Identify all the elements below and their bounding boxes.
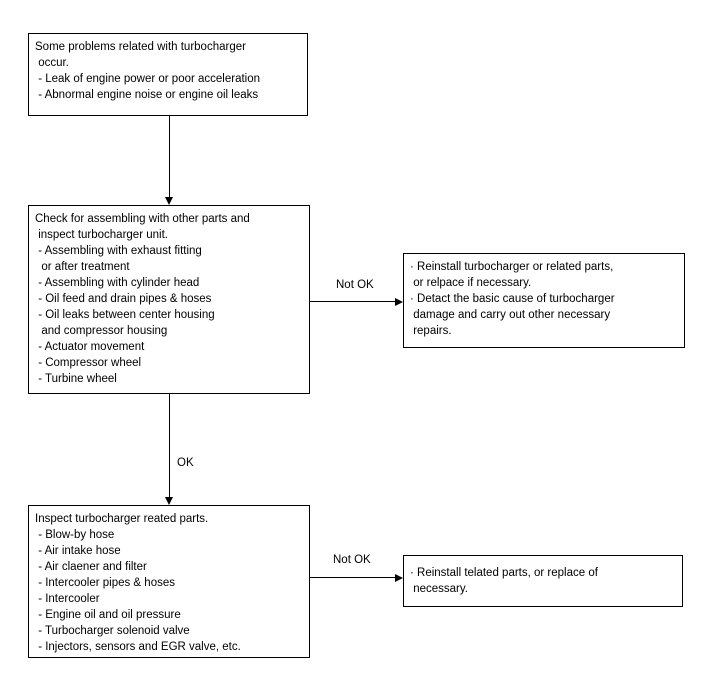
arrowhead-down-icon <box>165 197 173 205</box>
text-line: - Intercooler pipes & hoses <box>35 577 175 589</box>
text-line: - Turbocharger solenoid valve <box>35 625 190 637</box>
text-line: repairs. <box>410 325 452 337</box>
text-line: · Reinstall telated parts, or replace of <box>410 567 598 579</box>
text-line: necessary. <box>410 583 468 595</box>
text-line: - Intercooler <box>35 593 100 605</box>
text-line: - Air intake hose <box>35 545 121 557</box>
text-line: · Detact the basic cause of turbocharger <box>410 293 615 305</box>
text-line: Some problems related with turbocharger <box>35 41 246 53</box>
flow-box-action-unit <box>403 253 685 348</box>
edge-label-ok: OK <box>177 457 194 469</box>
text-line: Inspect turbocharger reated parts. <box>35 513 209 525</box>
text-line: - Turbine wheel <box>35 373 117 385</box>
text-line: occur. <box>35 57 69 69</box>
text-line: and compressor housing <box>35 325 168 337</box>
flow-box-problem <box>28 33 308 116</box>
text-line: - Oil feed and drain pipes & hoses <box>35 293 212 305</box>
text-line: damage and carry out other necessary <box>410 309 611 321</box>
text-line: or relpace if necessary. <box>410 277 532 289</box>
text-line: inspect turbocharger unit. <box>35 229 168 241</box>
text-line: Check for assembling with other parts and <box>35 213 250 225</box>
edge-label-not-ok-top: Not OK <box>336 279 374 291</box>
flow-box-action-related <box>403 555 683 607</box>
text-line: - Assembling with cylinder head <box>35 277 200 289</box>
text-line: - Compressor wheel <box>35 357 142 369</box>
flow-box-inspect-related <box>28 505 310 658</box>
text-line: - Abnormal engine noise or engine oil leaks <box>35 89 259 101</box>
text-line: - Injectors, sensors and EGR valve, etc. <box>35 641 241 653</box>
arrowhead-down-icon <box>165 497 173 505</box>
connector-check-to-action <box>310 301 396 302</box>
connector-inspect-to-action <box>310 577 396 578</box>
flow-box-check-unit <box>28 205 310 394</box>
text-line: - Actuator movement <box>35 341 145 353</box>
text-line: - Leak of engine power or poor acceleration <box>35 73 261 85</box>
text-line: - Oil leaks between center housing <box>35 309 215 321</box>
connector-check-to-inspect <box>169 394 170 498</box>
text-line: - Assembling with exhaust fitting <box>35 245 202 257</box>
text-line: or after treatment <box>35 261 130 273</box>
connector-problem-to-check <box>169 116 170 198</box>
text-line: - Blow-by hose <box>35 529 115 541</box>
arrowhead-right-icon <box>395 298 403 306</box>
edge-label-not-ok-bottom: Not OK <box>333 554 371 566</box>
text-line: - Air claener and filter <box>35 561 147 573</box>
arrowhead-right-icon <box>395 574 403 582</box>
text-line: · Reinstall turbocharger or related parts, <box>410 261 614 273</box>
text-line: - Engine oil and oil pressure <box>35 609 181 621</box>
